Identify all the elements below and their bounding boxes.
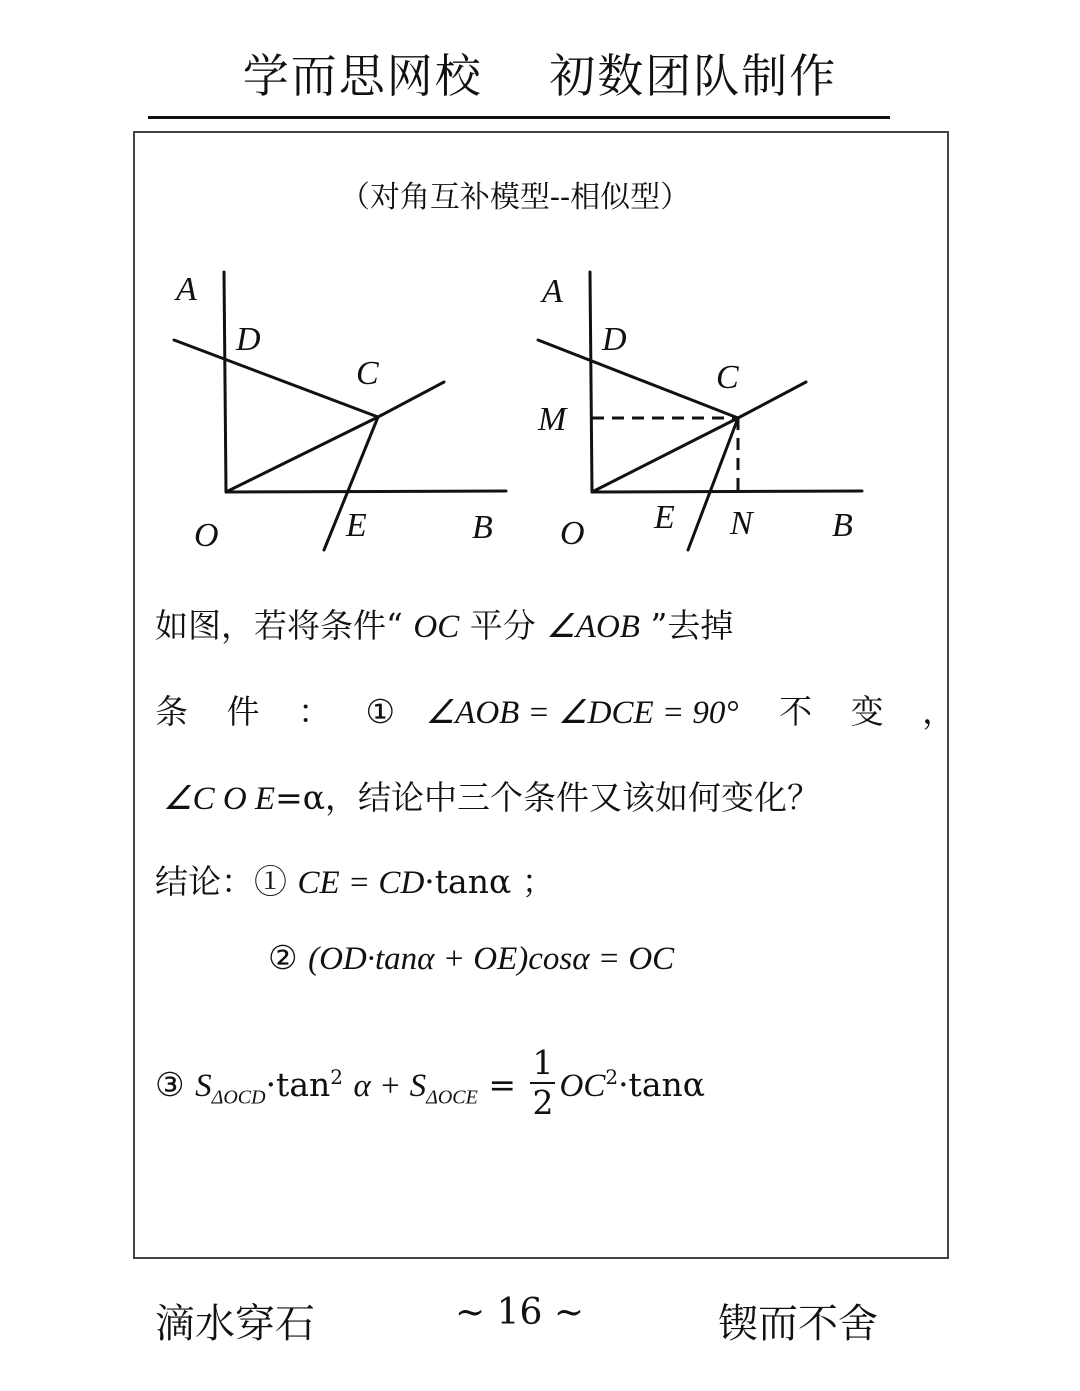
label-a: A [176,271,197,308]
fraction-one-half: $\frac{1}{2}$ [532,1043,554,1122]
line-dc [174,340,378,417]
figure-right [528,264,878,564]
line-oc [592,418,738,492]
conclusion-3: ③ $S_{\Delta OCD}\cdot\tan^2$ $\alpha + S_{\Delta OCE}$ = $\frac{1}{2}$ $OC^2\cdot\tan\alpha$ [155,1043,706,1122]
line-c-ext [738,382,806,418]
label-m: M [538,401,567,438]
label-o: O [194,517,219,554]
label-n: N [730,505,753,542]
footer-left: 滴水穿石 [155,1301,315,1347]
label-c: C [356,355,379,392]
label-b: B [832,507,853,544]
label-b: B [472,509,493,546]
label-o: O [560,515,585,552]
figure-left [160,262,520,562]
conclusion-1: 结论：① CE = CD·tanα ； [155,862,555,901]
label-a: A [542,273,563,310]
ray-ob [592,491,862,492]
ray-oa [224,272,226,492]
line-oc [226,417,378,492]
ray-oa [590,272,592,492]
section-subtitle: （对角互补模型--相似型） [339,180,691,215]
condition-line-3: ∠C O E=α，结论中三个条件又该如何变化？ [163,778,821,817]
line-dc [538,340,738,418]
page-header: 学而思网校 初数团队制作 [242,49,838,103]
figure-left-diagram [160,262,520,562]
label-c: C [716,359,739,396]
label-d: D [236,321,261,358]
condition-line-2: 条 件 ： ① ∠AOB = ∠DCE = 90° 不 变 ， [155,692,970,731]
header-rule [148,116,890,119]
page-number: ~ 16 ~ [455,1292,585,1333]
conclusion-2: ② (OD·tanα + OE)cosα = OC [268,938,675,977]
figure-right-diagram [528,264,878,564]
condition-line-1: 如图，若将条件“ OC 平分 ∠AOB ”去掉 [155,606,734,645]
ray-ob [226,491,506,492]
line-c-ext [378,382,444,417]
label-e: E [654,499,675,536]
footer-right: 锲而不舍 [718,1301,878,1347]
label-d: D [602,321,627,358]
label-e: E [346,507,367,544]
